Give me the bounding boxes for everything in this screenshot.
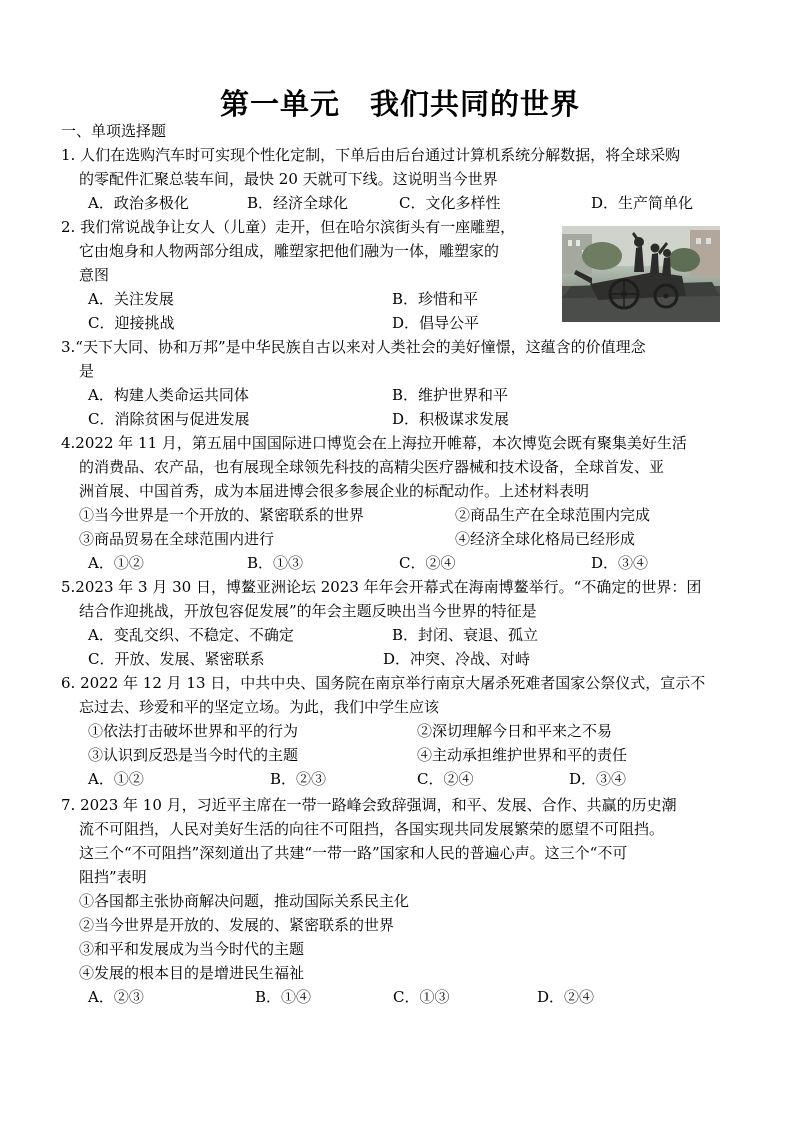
statement-6-2: ②深切理解今日和平来之不易 <box>417 722 613 740</box>
option-3-c: C．消除贫困与促进发展 <box>88 410 250 428</box>
option-4-c: C．②④ <box>399 554 456 572</box>
option-7-a: A．②③ <box>88 988 144 1006</box>
question-7-stem-line: 7. 2023 年 10 月，习近平主席在一带一路峰会致辞强调，和平、发展、合作、共赢的历史潮 <box>61 796 677 814</box>
option-6-a: A．①② <box>88 770 144 788</box>
option-4-a: A．①② <box>88 554 144 572</box>
option-1-c: C．文化多样性 <box>399 194 501 212</box>
question-4-stem-line: 4.2022 年 11 月，第五届中国国际进口博览会在上海拉开帷幕，本次博览会既有聚集美好生活 <box>61 434 687 452</box>
question-7-stem-line: 这三个“不可阻挡”深刻道出了共建“一带一路”国家和人民的普遍心声。这三个“不可 <box>79 844 628 862</box>
option-7-d: D．②④ <box>537 988 595 1006</box>
question-3-stem-line: 3.“天下大同、协和万邦”是中华民族自古以来对人类社会的美好憧憬，这蕴含的价值理念 <box>61 338 646 356</box>
option-5-a: A．变乱交织、不稳定、不确定 <box>88 626 294 644</box>
statement-6-1: ①依法打击破坏世界和平的行为 <box>88 722 299 740</box>
section-heading: 一、单项选择题 <box>61 122 167 140</box>
question-1-stem-line: 的零配件汇聚总装车间，最快 20 天就可下线。这说明当今世界 <box>79 170 498 188</box>
page-title: 第一单元 我们共同的世界 <box>219 87 580 121</box>
statement-7-2: ②当今世界是开放的、发展的、紧密联系的世界 <box>79 916 395 934</box>
option-5-c: C．开放、发展、紧密联系 <box>88 650 265 668</box>
question-4-stem-line: 洲首展、中国首秀，成为本届进博会很多参展企业的标配动作。上述材料表明 <box>79 482 590 500</box>
statement-7-3: ③和平和发展成为当今时代的主题 <box>79 940 305 958</box>
option-1-d: D．生产简单化 <box>591 194 694 212</box>
option-3-b: B．维护世界和平 <box>392 386 509 404</box>
option-2-a: A．关注发展 <box>88 290 174 308</box>
statement-7-4: ④发展的根本目的是增进民生福祉 <box>79 964 305 982</box>
option-5-d: D．冲突、冷战、对峙 <box>383 650 531 668</box>
option-2-b: B．珍惜和平 <box>392 290 479 308</box>
statement-4-4: ④经济全球化格局已经形成 <box>455 530 636 548</box>
statement-4-2: ②商品生产在全球范围内完成 <box>455 506 651 524</box>
question-2-stem-line: 2. 我们常说战争让女人（儿童）走开，但在哈尔滨街头有一座雕塑， <box>61 218 516 236</box>
option-1-a: A．政治多极化 <box>88 194 189 212</box>
question-6-stem-line: 6. 2022 年 12 月 13 日，中共中央、国务院在南京举行南京大屠杀死难者国家公祭仪式，宣示不 <box>61 674 706 692</box>
sculpture-photo <box>562 226 720 322</box>
question-4-stem-line: 的消费品、农产品，也有展现全球领先科技的高精尖医疗器械和技术设备，全球首发、亚 <box>79 458 665 476</box>
question-5-stem-line: 5.2023 年 3 月 30 日，博鳌亚洲论坛 2023 年年会开幕式在海南博鳌举行。“不确定的世界：团 <box>61 578 702 596</box>
statement-7-1: ①各国都主张协商解决问题，推动国际关系民主化 <box>79 892 410 910</box>
option-6-b: B．②③ <box>270 770 327 788</box>
option-4-d: D．③④ <box>591 554 649 572</box>
option-6-d: D．③④ <box>569 770 627 788</box>
statement-4-3: ③商品贸易在全球范围内进行 <box>79 530 275 548</box>
statement-6-4: ④主动承担维护世界和平的责任 <box>417 746 628 764</box>
question-2-stem-line: 它由炮身和人物两部分组成，雕塑家把他们融为一体，雕塑家的 <box>79 242 500 260</box>
option-1-b: B．经济全球化 <box>247 194 349 212</box>
question-7-stem-line: 阻挡”表明 <box>79 868 147 886</box>
question-2-stem-line: 意图 <box>79 266 110 284</box>
option-7-c: C．①③ <box>393 988 450 1006</box>
option-5-b: B．封闭、衰退、孤立 <box>392 626 539 644</box>
statement-6-3: ③认识到反恐是当今时代的主题 <box>88 746 299 764</box>
question-7-stem-line: 流不可阻挡，人民对美好生活的向往不可阻挡，各国实现共同发展繁荣的愿望不可阻挡。 <box>79 820 665 838</box>
option-7-b: B．①④ <box>255 988 312 1006</box>
option-6-c: C．②④ <box>417 770 474 788</box>
option-2-c: C．迎接挑战 <box>88 314 175 332</box>
question-1-stem-line: 1. 人们在选购汽车时可实现个性化定制，下单后由后台通过计算机系统分解数据，将全球采购 <box>61 146 681 164</box>
question-3-stem-line: 是 <box>79 362 95 380</box>
option-2-d: D．倡导公平 <box>392 314 480 332</box>
option-3-d: D．积极谋求发展 <box>392 410 510 428</box>
statement-4-1: ①当今世界是一个开放的、紧密联系的世界 <box>79 506 365 524</box>
option-4-b: B．①③ <box>247 554 304 572</box>
question-5-stem-line: 结合作迎挑战，开放包容促发展”的年会主题反映出当今世界的特征是 <box>79 602 537 620</box>
option-3-a: A．构建人类命运共同体 <box>88 386 249 404</box>
question-6-stem-line: 忘过去、珍爱和平的坚定立场。为此，我们中学生应该 <box>79 698 440 716</box>
